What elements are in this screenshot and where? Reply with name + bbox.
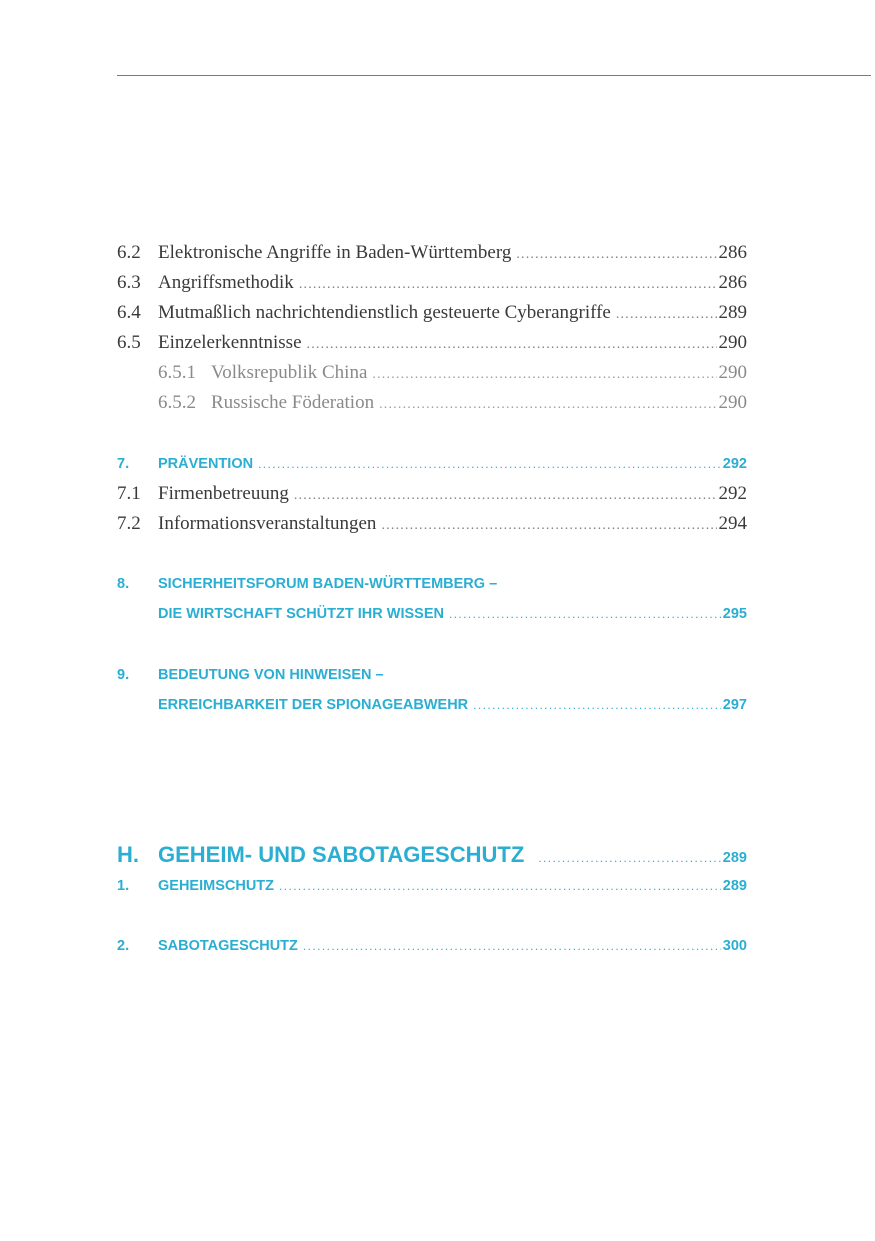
toc-title: Informationsveranstaltungen — [158, 513, 377, 534]
toc-chapter-h[interactable] — [117, 842, 747, 868]
toc-title: SABOTAGESCHUTZ — [158, 938, 298, 954]
toc-number: 8. — [117, 576, 130, 592]
header-rule — [117, 75, 871, 76]
toc-entry-6-5-1[interactable] — [158, 362, 747, 384]
toc-title: Firmenbetreuung — [158, 483, 289, 504]
toc-number: 6.5.1 — [158, 362, 196, 383]
toc-page: 290 — [718, 362, 747, 383]
toc-entry-6-4[interactable] — [117, 302, 747, 324]
toc-number: 6.3 — [117, 272, 141, 293]
dot-leader — [473, 698, 721, 712]
dot-leader — [538, 851, 721, 865]
toc-number: 1. — [117, 878, 130, 894]
toc-number: 7. — [117, 456, 130, 472]
toc-title: ERREICHBARKEIT DER SPIONAGEABWEHR — [158, 697, 469, 713]
toc-entry-8[interactable] — [117, 576, 747, 592]
toc-title: Russische Föderation — [211, 392, 375, 413]
dot-leader — [449, 607, 721, 621]
toc-page: 300 — [722, 938, 747, 954]
toc-entry-h-2[interactable] — [117, 938, 747, 954]
dot-leader — [303, 939, 721, 953]
toc-page: 289 — [722, 878, 747, 894]
toc-page: 290 — [718, 332, 747, 353]
dot-leader — [516, 247, 716, 263]
toc-page: 289 — [718, 302, 747, 323]
dot-leader — [299, 277, 717, 293]
toc-entry-8-continued[interactable] — [158, 606, 747, 622]
toc-title: Elektronische Angriffe in Baden-Württemberg — [158, 242, 512, 263]
toc-number: 7.1 — [117, 483, 141, 504]
toc-page: 292 — [718, 483, 747, 504]
dot-leader — [307, 337, 717, 353]
toc-title: SICHERHEITSFORUM BADEN-WÜRTTEMBERG – — [158, 576, 498, 592]
toc-entry-6-5-2[interactable] — [158, 392, 747, 414]
toc-title: DIE WIRTSCHAFT SCHÜTZT IHR WISSEN — [158, 606, 444, 622]
toc-title: PRÄVENTION — [158, 456, 254, 472]
dot-leader — [381, 518, 716, 534]
toc-entry-h-1[interactable] — [117, 878, 747, 894]
toc-number: 2. — [117, 938, 130, 954]
toc-number: 6.5 — [117, 332, 141, 353]
toc-title: GEHEIM- UND SABOTAGESCHUTZ — [158, 842, 525, 867]
toc-entry-6-3[interactable] — [117, 272, 747, 294]
toc-entry-6-5[interactable] — [117, 332, 747, 354]
dot-leader — [372, 367, 716, 383]
toc-page: 295 — [722, 606, 747, 622]
toc-title: Mutmaßlich nachrichtendienstlich gesteuerte Cyberangriffe — [158, 302, 611, 323]
dot-leader — [294, 488, 717, 504]
toc-number: H. — [117, 842, 139, 867]
toc-page: 292 — [722, 456, 747, 472]
toc-entry-9[interactable] — [117, 667, 747, 683]
toc-page: 286 — [718, 242, 747, 263]
toc-title: Einzelerkenntnisse — [158, 332, 302, 353]
dot-leader — [258, 457, 721, 471]
toc-entry-7[interactable] — [117, 456, 747, 472]
toc-page: 289 — [722, 850, 747, 866]
toc-entry-7-1[interactable] — [117, 483, 747, 505]
toc-number: 6.5.2 — [158, 392, 196, 413]
dot-leader — [616, 307, 717, 323]
toc-number: 6.4 — [117, 302, 141, 323]
toc-title: GEHEIMSCHUTZ — [158, 878, 274, 894]
toc-page: 297 — [722, 697, 747, 713]
toc-title: Volksrepublik China — [211, 362, 368, 383]
toc-page: 294 — [718, 513, 747, 534]
toc-entry-9-continued[interactable] — [158, 697, 747, 713]
toc-page: 290 — [718, 392, 747, 413]
toc-title: Angriffsmethodik — [158, 272, 294, 293]
toc-page: 286 — [718, 272, 747, 293]
toc-title: BEDEUTUNG VON HINWEISEN – — [158, 667, 384, 683]
toc-number: 7.2 — [117, 513, 141, 534]
toc-number: 6.2 — [117, 242, 141, 263]
toc-entry-7-2[interactable] — [117, 513, 747, 535]
dot-leader — [379, 397, 716, 413]
dot-leader — [279, 879, 721, 893]
toc-entry-6-2[interactable] — [117, 242, 747, 264]
toc-number: 9. — [117, 667, 130, 683]
